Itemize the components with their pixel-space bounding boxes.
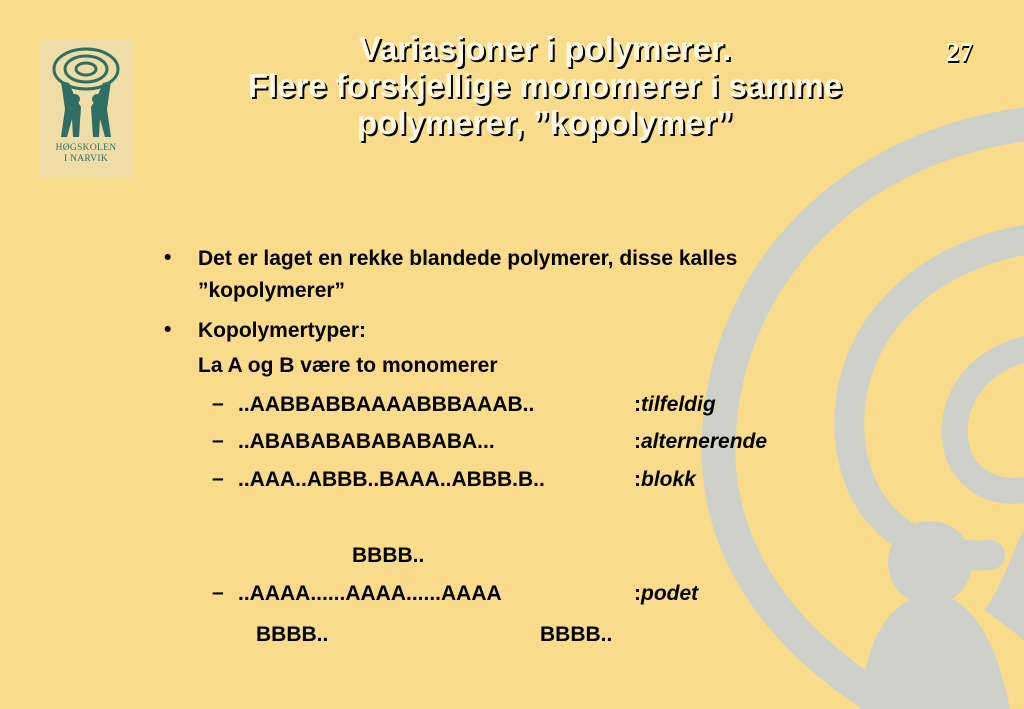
copolymer-label-text: blokk [641,468,696,491]
grafted-branch-left: BBBB.. [256,623,329,646]
logo-text-line2: I NARVIK [63,154,109,164]
dash-icon: – [212,392,224,415]
slide-title [180,30,910,141]
copolymer-label-text: tilfeldig [641,393,716,416]
block-extra-sequence: BBBB.. [352,544,425,567]
bullet-2-subtext: La A og B være to monomerer [198,354,498,377]
copolymer-sequence-grafted: ..AAAA......AAAA......AAAA [238,582,502,605]
dash-icon: – [212,429,224,452]
bullet-dot-icon: • [164,246,172,269]
copolymer-label-random: :tilfeldig [634,393,716,416]
bullet-2-text: Kopolymertyper: [198,319,367,342]
dash-icon: – [212,581,224,604]
bullet-1-text-line2: ”kopolymerer” [198,279,346,302]
copolymer-label-grafted: :podet [634,582,699,605]
bullet-dot-icon: • [164,318,172,341]
copolymer-label-text: podet [641,582,699,605]
dash-icon: – [212,467,224,490]
title-line-2: Flere forskjellige monomerer i samme [247,67,843,104]
slide-number: 27 [946,37,973,67]
title-line-3: polymerer, ”kopolymer” [357,104,733,141]
title-line-1: Variasjoner i polymerer. [358,30,732,67]
copolymer-sequence-random: ..AABBABBAAAABBBAAAB.. [238,393,535,416]
grafted-branch-right: BBBB.. [540,623,613,646]
hogskolen-narvik-logo [39,39,133,177]
copolymer-label-alternating: :alternerende [634,430,768,453]
logo-emblem-icon [39,39,133,149]
copolymer-label-block: :blokk [634,468,696,491]
copolymer-sequence-block: ..AAA..ABBB..BAAA..ABBB.B.. [238,468,545,491]
logo-text-line1: HØGSKOLEN [55,143,117,153]
copolymer-label-text: alternerende [641,430,768,453]
bullet-1-text-line1: Det er laget en rekke blandede polymerer, disse kalles [198,247,738,270]
copolymer-sequence-alternating: ..ABABABABABABABA... [238,430,495,453]
